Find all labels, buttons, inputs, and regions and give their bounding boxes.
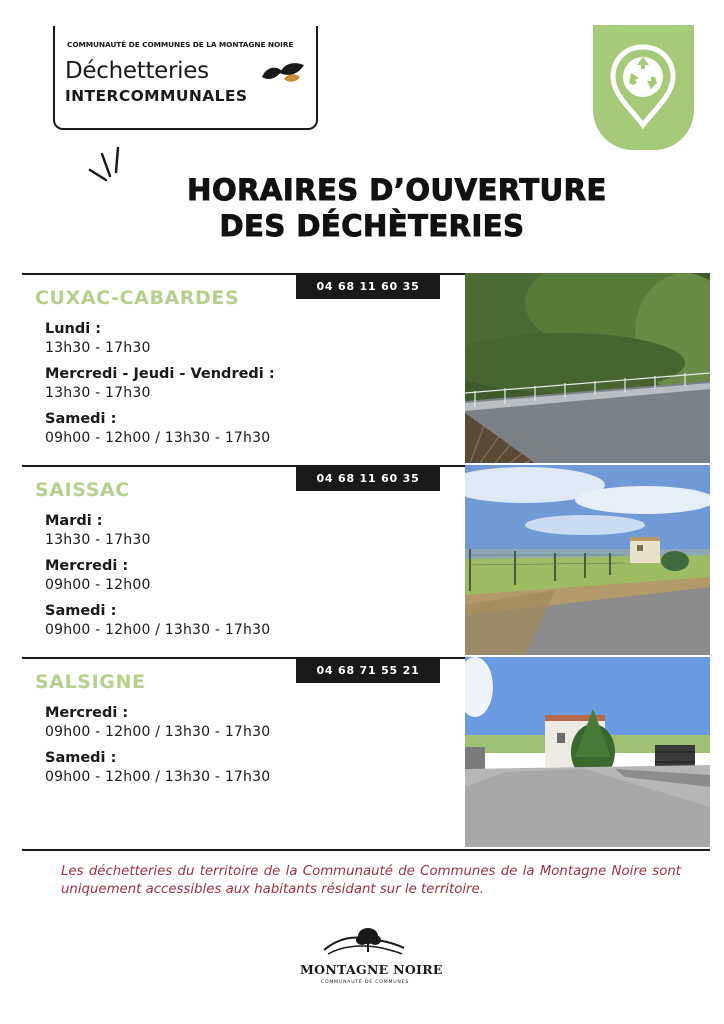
schedule-list <box>45 319 275 454</box>
site-section-salsigne <box>22 657 710 849</box>
site-section-cuxac <box>22 273 710 465</box>
montagne-noire-logo-icon <box>322 926 406 962</box>
schedule-entry <box>45 511 270 550</box>
schedule-hours: 09h00 - 12h00 / 13h30 - 17h30 <box>45 724 271 740</box>
schedule-entry <box>45 319 275 358</box>
site-name: SALSIGNE <box>35 671 146 693</box>
schedule-day: Lundi : <box>45 321 102 337</box>
schedule-day: Mercredi : <box>45 705 129 721</box>
schedule-entry <box>45 748 270 787</box>
site-phone: 04 68 11 60 35 <box>296 275 440 299</box>
title-line-2: DES DÉCHÈTERIES <box>219 209 525 243</box>
brand-logo-box <box>53 26 318 130</box>
schedule-list <box>45 703 270 793</box>
schedule-entry <box>45 409 275 448</box>
site-photo <box>465 657 710 847</box>
footer-brand-subtitle: COMMUNAUTÉ DE COMMUNES <box>320 980 410 985</box>
site-name: CUXAC-CABARDES <box>35 287 240 309</box>
schedule-list <box>45 511 270 646</box>
recycle-badge <box>593 25 694 150</box>
page-title <box>0 172 724 244</box>
site-phone: 04 68 11 60 35 <box>296 467 440 491</box>
schedule-day: Mardi : <box>45 513 103 529</box>
schedule-hours: 13h30 - 17h30 <box>45 340 151 356</box>
schedule-entry <box>45 703 270 742</box>
brand-title: Déchetteries <box>65 58 209 84</box>
section-divider-bottom <box>22 849 710 851</box>
site-section-saissac <box>22 465 710 657</box>
schedule-day: Mercredi - Jeudi - Vendredi : <box>45 366 275 382</box>
footer-brand-name: MONTAGNE NOIRE <box>300 962 443 977</box>
site-photo <box>465 465 710 655</box>
schedule-hours: 13h30 - 17h30 <box>45 385 151 401</box>
residency-notice: Les déchetteries du territoire de la Communauté de Communes de la Montagne Noire sont uniquement accessibles aux habitants résidant sur le territoire. <box>61 864 681 897</box>
recycle-location-pin-icon <box>593 25 694 150</box>
schedule-hours: 09h00 - 12h00 / 13h30 - 17h30 <box>45 769 271 785</box>
organization-name: COMMUNAUTÉ DE COMMUNES DE LA MONTAGNE NOIRE <box>67 40 294 49</box>
schedule-hours: 13h30 - 17h30 <box>45 532 151 548</box>
site-photo <box>465 273 710 463</box>
schedule-hours: 09h00 - 12h00 / 13h30 - 17h30 <box>45 430 271 446</box>
schedule-entry <box>45 601 270 640</box>
schedule-hours: 09h00 - 12h00 <box>45 577 151 593</box>
schedule-day: Samedi : <box>45 750 117 766</box>
schedule-hours: 09h00 - 12h00 / 13h30 - 17h30 <box>45 622 271 638</box>
site-name: SAISSAC <box>35 479 130 501</box>
site-phone: 04 68 71 55 21 <box>296 659 440 683</box>
brand-subtitle: INTERCOMMUNALES <box>65 87 248 105</box>
schedule-entry <box>45 364 275 403</box>
title-line-1: HORAIRES D’OUVERTURE <box>187 173 607 207</box>
schedule-entry <box>45 556 270 595</box>
schedule-day: Mercredi : <box>45 558 129 574</box>
leaves-icon <box>260 59 306 85</box>
schedule-day: Samedi : <box>45 603 117 619</box>
schedule-day: Samedi : <box>45 411 117 427</box>
